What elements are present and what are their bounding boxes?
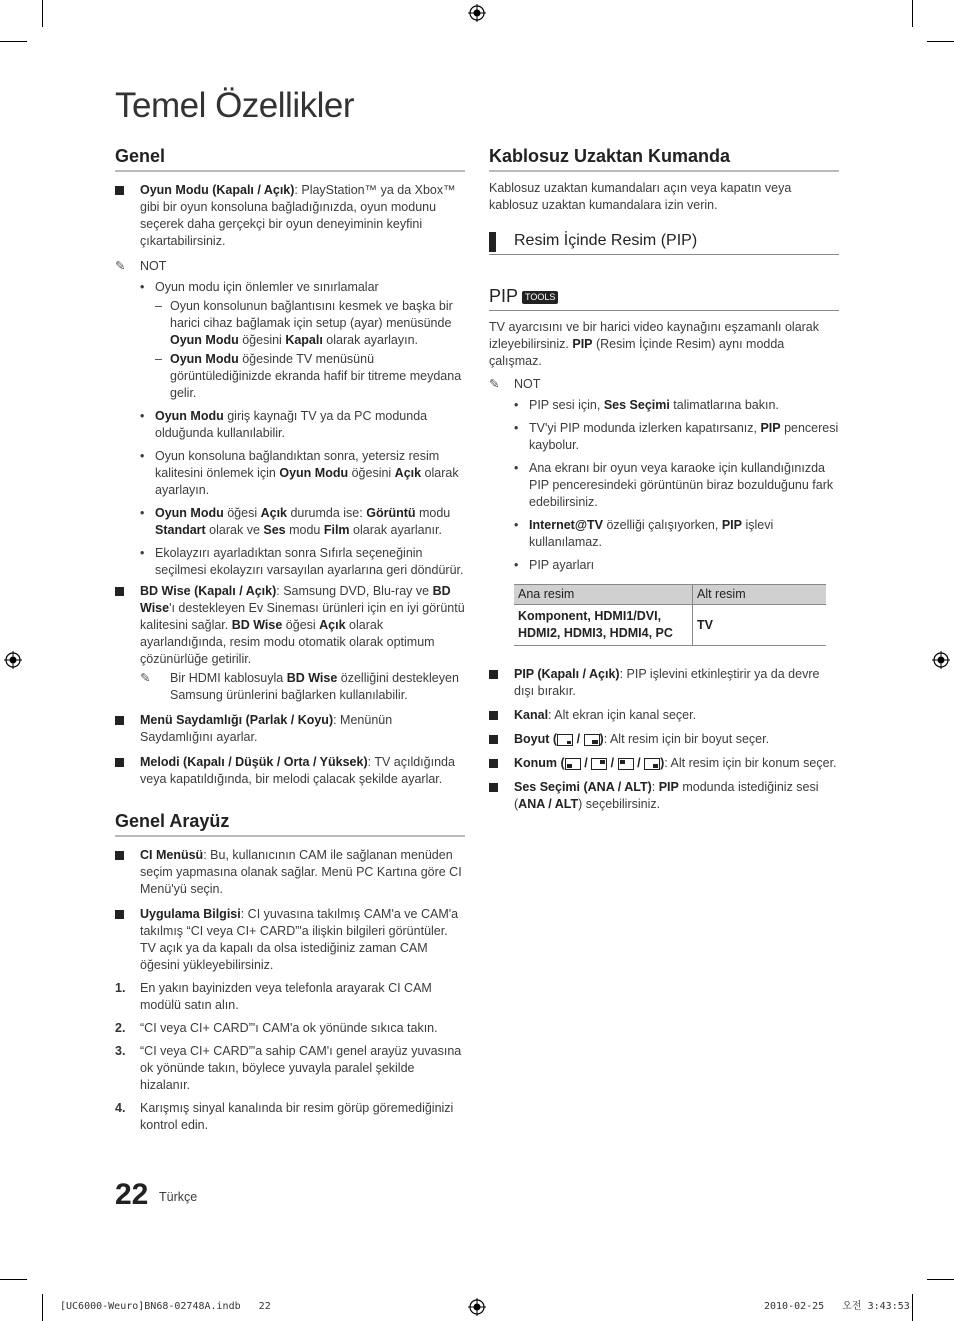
- square-bullet-icon: [115, 910, 124, 919]
- list-item-ses-secimi: Ses Seçimi (ANA / ALT): PIP modunda istediğiniz sesi (ANA / ALT) seçebilirsiniz.: [489, 779, 839, 813]
- list-item: • Ekolayzırı ayarladıktan sonra Sıfırla seçeneğinin seçilmesi ekolayzırı varsayılan ayarlarına geri döndürür.: [140, 546, 464, 577]
- crop-mark: [42, 0, 43, 27]
- square-bullet-icon: [489, 735, 498, 744]
- pencil-note-icon: ✎: [115, 259, 126, 273]
- print-file-info: [UC6000-Weuro]BN68-02748A.indb 22: [60, 1301, 271, 1312]
- size-large-icon: [584, 734, 600, 746]
- section-title-kablosuz: Kablosuz Uzaktan Kumanda: [489, 146, 731, 166]
- tools-badge-icon: TOOLS: [522, 291, 558, 304]
- section-divider: [489, 310, 839, 311]
- crop-mark: [42, 1294, 43, 1321]
- list-item-bd-wise: BD Wise (Kapalı / Açık): Samsung DVD, Blu-ray ve BD Wise'ı destekleyen Ev Sineması ürünleri için en iyi görüntü kalitesini sağlar. BD Wise öğesi Açık olarak ayarlandığında, resim modu otomatik olarak optimum çözünürlüğe getirilir.: [115, 583, 465, 668]
- section-divider: [489, 170, 839, 172]
- section-divider: [489, 254, 839, 255]
- crop-mark: [927, 1279, 954, 1280]
- crop-mark: [912, 0, 913, 27]
- note-block: ✎ NOT: [489, 377, 541, 391]
- language-label: Türkçe: [159, 1190, 198, 1204]
- list-item-konum: Konum ( / / / ): Alt resim için bir konum seçer.: [489, 755, 839, 772]
- note-block: ✎ Bir HDMI kablosuyla BD Wise özelliğini destekleyen Samsung ürünlerini bağlarken kullanılabilir.: [140, 671, 459, 702]
- step-item: 4. Karışmış sinyal kanalında bir resim görüp göremediğinizi kontrol edin.: [115, 1101, 454, 1132]
- kablosuz-description: Kablosuz uzaktan kumandaları açın veya kapatın veya kablosuz uzaktan kumandalara izin verin.: [489, 181, 792, 212]
- list-item: – Oyun Modu öğesinde TV menüsünü görüntülediğinizde ekranda hafif bir titreme meydana gelir.: [155, 352, 462, 400]
- left-column: [115, 145, 465, 1134]
- step-item: 2. “CI veya CI+ CARD”'ı CAM'a ok yönünde sıkıca takın.: [115, 1021, 438, 1035]
- crop-mark: [0, 41, 27, 42]
- right-column: [489, 145, 839, 813]
- list-item-uygulama-bilgisi: Uygulama Bilgisi: CI yuvasına takılmış CAM'a ve CAM'a takılmış “CI veya CI+ CARD”'a ilişkin bilgileri görüntüler. TV açık ya da kapalı da olsa istediğiniz zaman CAM öğesini yükleyebilirsiniz.: [115, 906, 465, 974]
- list-item: • Oyun Modu öğesi Açık durumda ise: Görüntü modu Standart olarak ve Ses modu Film olarak ayarlanır.: [140, 506, 451, 537]
- note-label: NOT: [140, 259, 167, 273]
- list-item-pip: PIP (Kapalı / Açık): PIP işlevini etkinleştirir ya da devre dışı bırakır.: [489, 666, 839, 700]
- page-title: Temel Özellikler: [115, 86, 354, 125]
- table-cell: Komponent, HDMI1/DVI, HDMI2, HDMI3, HDMI4, PC: [514, 605, 693, 646]
- section-title-genel-arayuz: Genel Arayüz: [115, 811, 230, 831]
- step-item: 3. “CI veya CI+ CARD”'a sahip CAM'ı genel arayüz yuvasına ok yönünde takın, böylece yuvayla paralel şekilde hizalanır.: [115, 1044, 462, 1092]
- position-top-right-icon: [591, 758, 607, 770]
- subsection-marker: [489, 232, 496, 252]
- list-item: • Ana ekranı bir oyun veya karaoke için kullandığınızda PIP penceresindeki görüntünün biraz bozulduğunu fark edebilirsiniz.: [514, 461, 834, 509]
- crop-mark: [912, 1294, 913, 1321]
- step-item: 1. En yakın bayinizden veya telefonla arayarak CI CAM modülü satın alın.: [115, 981, 432, 1012]
- registration-mark-icon: [4, 651, 22, 669]
- list-item-ci-menu: CI Menüsü: Bu, kullanıcının CAM ile sağlanan menüden seçim yapmasına olanak sağlar. Menü PC Kartına göre CI Menü'yü seçin.: [115, 847, 465, 898]
- size-small-icon: [557, 734, 573, 746]
- list-item-boyut: Boyut ( / ): Alt resim için bir boyut seçer.: [489, 731, 839, 748]
- pencil-note-icon: ✎: [489, 377, 500, 391]
- pip-title: PIP TOOLS: [489, 285, 839, 307]
- list-item: • PIP sesi için, Ses Seçimi talimatlarına bakın.: [514, 398, 779, 412]
- registration-mark-icon: [468, 1298, 486, 1316]
- list-item: • Internet@TV özelliği çalışıyorken, PIP işlevi kullanılamaz.: [514, 518, 774, 549]
- list-item: • Oyun Modu giriş kaynağı TV ya da PC modunda olduğunda kullanılabilir.: [140, 409, 428, 440]
- table-cell: TV: [693, 605, 827, 646]
- section-divider: [115, 170, 465, 172]
- pencil-note-icon: ✎: [140, 671, 151, 685]
- pip-subsection-header: Resim İçinde Resim (PIP): [489, 230, 839, 252]
- position-bottom-left-icon: [565, 758, 581, 770]
- square-bullet-icon: [115, 186, 124, 195]
- square-bullet-icon: [489, 711, 498, 720]
- square-bullet-icon: [489, 670, 498, 679]
- list-item: – Oyun konsolunun bağlantısını kesmek ve başka bir harici cihaz bağlamak için setup (ayar) menüsünde Oyun Modu öğesini Kapalı olarak ayarlayın.: [155, 299, 453, 347]
- square-bullet-icon: [489, 783, 498, 792]
- square-bullet-icon: [489, 759, 498, 768]
- list-item: • Oyun konsoluna bağlandıktan sonra, yetersiz resim kalitesini önlemek için Oyun Modu öğesini Açık olarak ayarlayın.: [140, 449, 459, 497]
- table-header: Ana resim: [514, 585, 693, 605]
- print-date-info: 2010-02-25 오전 3:43:53: [764, 1301, 910, 1312]
- list-item-oyun-modu: Oyun Modu (Kapalı / Açık): PlayStation™ ya da Xbox™ gibi bir oyun konsoluna bağladığınızda, oyun modunu seçerek daha gerçekçi bir oyun deneyiminin keyfini çıkartabilirsiniz.: [115, 182, 465, 250]
- square-bullet-icon: [115, 851, 124, 860]
- crop-mark: [0, 1279, 27, 1280]
- registration-mark-icon: [932, 651, 950, 669]
- square-bullet-icon: [115, 758, 124, 767]
- square-bullet-icon: [115, 587, 124, 596]
- list-item: • TV'yi PIP modunda izlerken kapatırsanız, PIP penceresi kaybolur.: [514, 421, 839, 452]
- table-header: Alt resim: [693, 585, 827, 605]
- section-title-genel: Genel: [115, 146, 166, 166]
- registration-mark-icon: [468, 4, 486, 22]
- position-top-left-icon: [618, 758, 634, 770]
- list-item-menu-saydamligi: Menü Saydamlığı (Parlak / Koyu): Menünün Saydamlığını ayarlar.: [115, 712, 465, 746]
- square-bullet-icon: [115, 716, 124, 725]
- position-bottom-right-icon: [644, 758, 660, 770]
- crop-mark: [927, 41, 954, 42]
- section-divider: [115, 835, 465, 837]
- page-number: 22: [115, 1178, 149, 1211]
- note-block: [115, 258, 465, 275]
- list-item-melodi: Melodi (Kapalı / Düşük / Orta / Yüksek): TV açıldığında veya kapatıldığında, bir melodi çalacak şekilde ayarlar.: [115, 754, 465, 788]
- list-item: • PIP ayarları: [514, 558, 595, 572]
- pip-settings-table: [514, 584, 826, 646]
- pip-intro: TV ayarcısını ve bir harici video kaynağını eşzamanlı olarak izleyebilirsiniz. PIP (Resim İçinde Resim) aynı modda çalışmaz.: [489, 320, 820, 368]
- list-item-kanal: Kanal: Alt ekran için kanal seçer.: [489, 707, 839, 724]
- list-item: • Oyun modu için önlemler ve sınırlamalar: [140, 280, 379, 294]
